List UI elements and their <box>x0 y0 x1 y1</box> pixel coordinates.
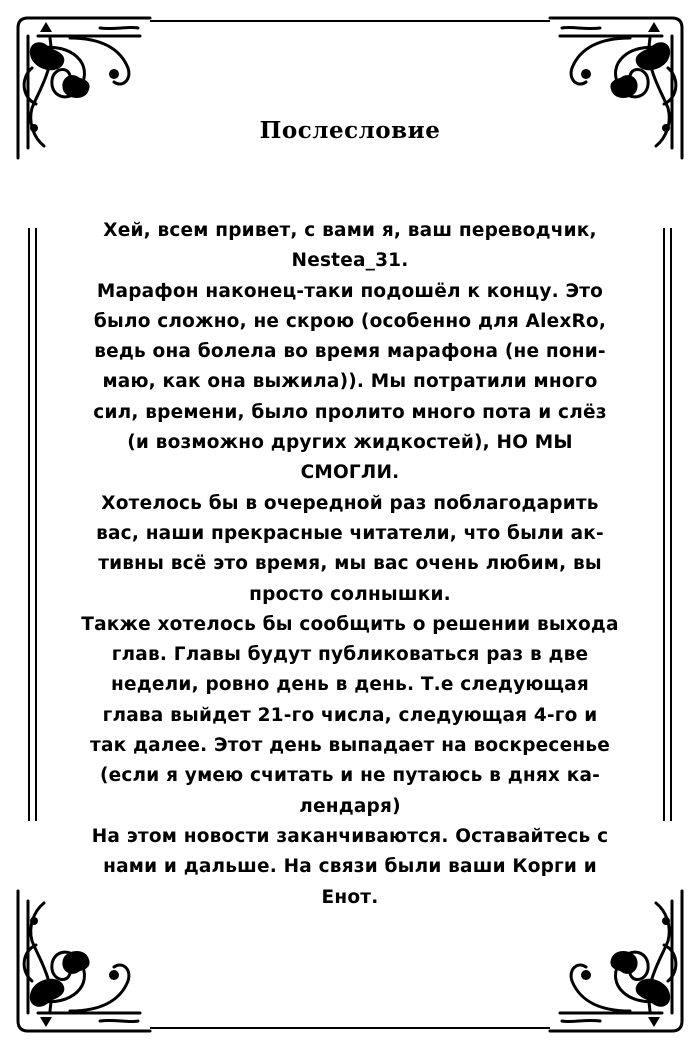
frame-left-border-inner <box>35 228 37 821</box>
frame-right-border <box>670 228 672 821</box>
text-line: СМОГЛИ. <box>300 462 400 484</box>
frame-left-border <box>28 228 30 821</box>
text-line: тивны всё это время, мы вас очень любим, вы <box>98 553 602 575</box>
flourish-heart-corner-icon <box>540 8 690 168</box>
text-line: было сложно, не скрою (особенно для AlexRo, <box>93 310 607 332</box>
text-line: глава выйдет 21-го числа, следующая 4-го и <box>102 704 598 726</box>
flourish-heart-corner-icon <box>10 8 160 168</box>
text-line: Марафон наконец-таки подошёл к концу. Это <box>96 280 604 302</box>
text-line: маю, как она выжила)). Мы потратили много <box>102 371 598 393</box>
text-line: Хотелось бы в очередной раз поблагодарить <box>101 492 599 514</box>
text-line: лендаря) <box>299 795 401 817</box>
text-line: сил, времени, было пролито много пота и слёз <box>93 401 607 423</box>
text-line: (если я умею считать и не путаюсь в днях ка- <box>99 765 601 787</box>
text-line: Также хотелось бы сообщить о решении выхода <box>81 613 619 635</box>
text-line: Енот. <box>321 886 379 908</box>
text-line: недели, ровно день в день. Т.е следующая <box>111 674 589 696</box>
text-line: Хей, всем привет, с вами я, ваш переводчик, <box>103 220 597 241</box>
text-line: так далее. Этот день выпадает на воскресенье <box>90 735 610 757</box>
text-line: просто солнышки. <box>249 583 451 605</box>
text-line: ведь она болела во время марафона (не пони- <box>94 341 606 363</box>
text-line: Nestea_31. <box>291 250 409 272</box>
afterword-text <box>58 216 642 913</box>
frame-top-border <box>150 20 550 22</box>
text-line: (и возможно других жидкостей), НО МЫ <box>127 432 573 454</box>
text-line: вас, наши прекрасные читатели, что были ак- <box>96 522 604 544</box>
text-line: глав. Главы будут публиковаться раз в две <box>111 644 589 666</box>
frame-right-border-inner <box>663 228 665 821</box>
text-line: нами и дальше. На связи были ваши Корги и <box>103 856 597 878</box>
page-title: Послесловие <box>259 117 441 144</box>
text-line: На этом новости заканчиваются. Оставайтесь с <box>91 825 609 847</box>
frame-bottom-border <box>150 1027 550 1029</box>
